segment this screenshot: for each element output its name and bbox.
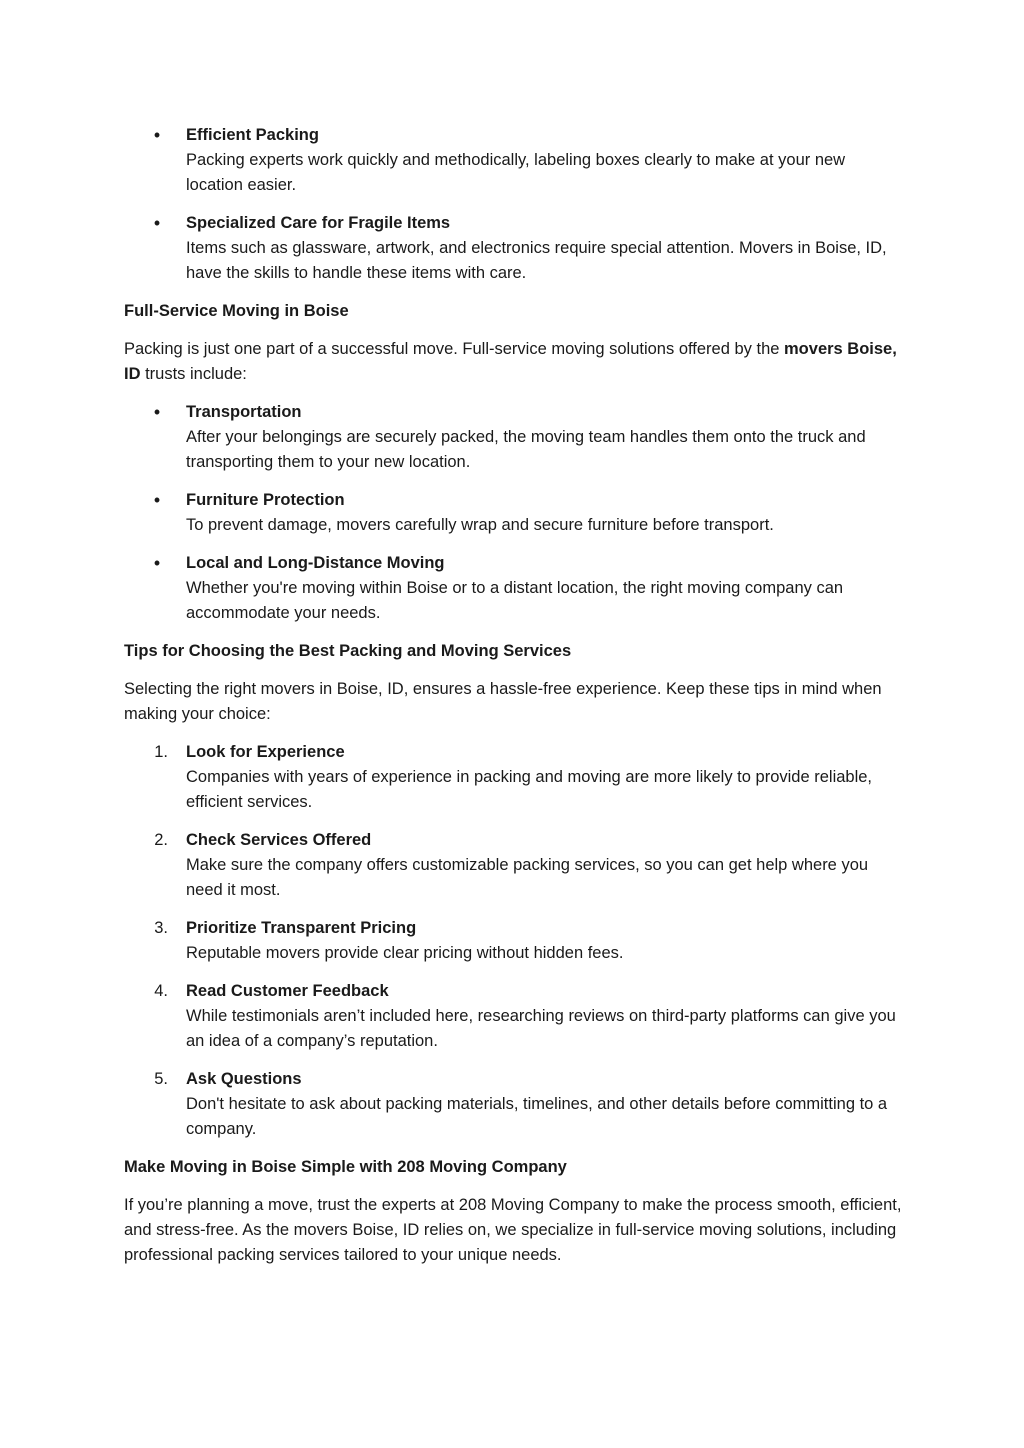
paragraph-text: Packing is just one part of a successful move. Full-service moving solutions offered by the	[124, 340, 785, 358]
list-item-description: While testimonials aren’t included here, researching reviews on third-party platforms can give you an idea of a company’s reputation.	[186, 1007, 896, 1050]
list-item	[124, 740, 904, 815]
document-content	[124, 123, 904, 1281]
section-paragraph-208-moving: If you’re planning a move, trust the experts at 208 Moving Company to make the process smooth, efficient, and stress-free. As the movers Boise, ID relies on, we specialize in full-service moving solutions, including professional packing services tailored to your unique needs.	[124, 1196, 902, 1264]
bullet-marker: •	[153, 125, 161, 145]
list-item-description: Packing experts work quickly and methodically, labeling boxes clearly to make at your new location easier.	[186, 151, 846, 194]
list-item-title: Specialized Care for Fragile Items	[186, 214, 451, 232]
section-heading-208-moving: Make Moving in Boise Simple with 208 Moving Company	[124, 1158, 567, 1176]
list-item-description: To prevent damage, movers carefully wrap and secure furniture before transport.	[186, 516, 774, 534]
list-item-description: Companies with years of experience in packing and moving are more likely to provide reliable, efficient services.	[186, 768, 873, 811]
list-item-description: Reputable movers provide clear pricing without hidden fees.	[186, 944, 624, 962]
paragraph-bold-text: movers Boise, ID	[124, 340, 897, 383]
list-item-title: Local and Long-Distance Moving	[186, 554, 445, 572]
section-heading-full-service: Full-Service Moving in Boise	[124, 302, 349, 320]
bullet-list-packing	[124, 123, 904, 286]
list-item-title: Read Customer Feedback	[186, 982, 389, 1000]
bullet-marker: •	[153, 553, 161, 573]
list-number: 4.	[154, 982, 168, 1000]
list-item-title: Transportation	[186, 403, 302, 421]
list-item-title: Furniture Protection	[186, 491, 345, 509]
list-item-title: Look for Experience	[186, 743, 345, 761]
list-item-title: Check Services Offered	[186, 831, 372, 849]
list-item	[124, 979, 904, 1054]
bullet-marker: •	[153, 213, 161, 233]
list-item	[124, 400, 904, 475]
section-heading-tips: Tips for Choosing the Best Packing and Moving Services	[124, 642, 572, 660]
list-item	[124, 916, 904, 966]
list-item-title: Efficient Packing	[186, 126, 319, 144]
list-item-description: Don't hesitate to ask about packing materials, timelines, and other details before committing to a company.	[186, 1095, 888, 1138]
numbered-list-tips	[124, 740, 904, 1142]
list-number: 3.	[154, 919, 168, 937]
list-item	[124, 1067, 904, 1142]
list-item	[124, 123, 904, 198]
paragraph-text: trusts include:	[140, 365, 247, 383]
section-paragraph-tips: Selecting the right movers in Boise, ID, ensures a hassle-free experience. Keep these tips in mind when making your choice:	[124, 680, 882, 723]
list-number: 5.	[154, 1070, 168, 1088]
list-number: 2.	[154, 831, 168, 849]
list-item-description: Make sure the company offers customizable packing services, so you can get help where you need it most.	[186, 856, 869, 899]
bullet-list-services	[124, 400, 904, 626]
section-paragraph-full-service	[124, 337, 904, 387]
list-item-title: Ask Questions	[186, 1070, 302, 1088]
list-item-title: Prioritize Transparent Pricing	[186, 919, 417, 937]
list-item-description: Items such as glassware, artwork, and electronics require special attention. Movers in Boise, ID, have the skills to handle these items with care.	[186, 239, 887, 282]
bullet-marker: •	[153, 490, 161, 510]
bullet-marker: •	[153, 402, 161, 422]
list-number: 1.	[154, 743, 168, 761]
list-item-description: Whether you're moving within Boise or to a distant location, the right moving company can accommodate your needs.	[186, 579, 844, 622]
list-item	[124, 211, 904, 286]
list-item-description: After your belongings are securely packed, the moving team handles them onto the truck and transporting them to your new location.	[186, 428, 866, 471]
list-item	[124, 551, 904, 626]
list-item	[124, 488, 904, 538]
list-item	[124, 828, 904, 903]
